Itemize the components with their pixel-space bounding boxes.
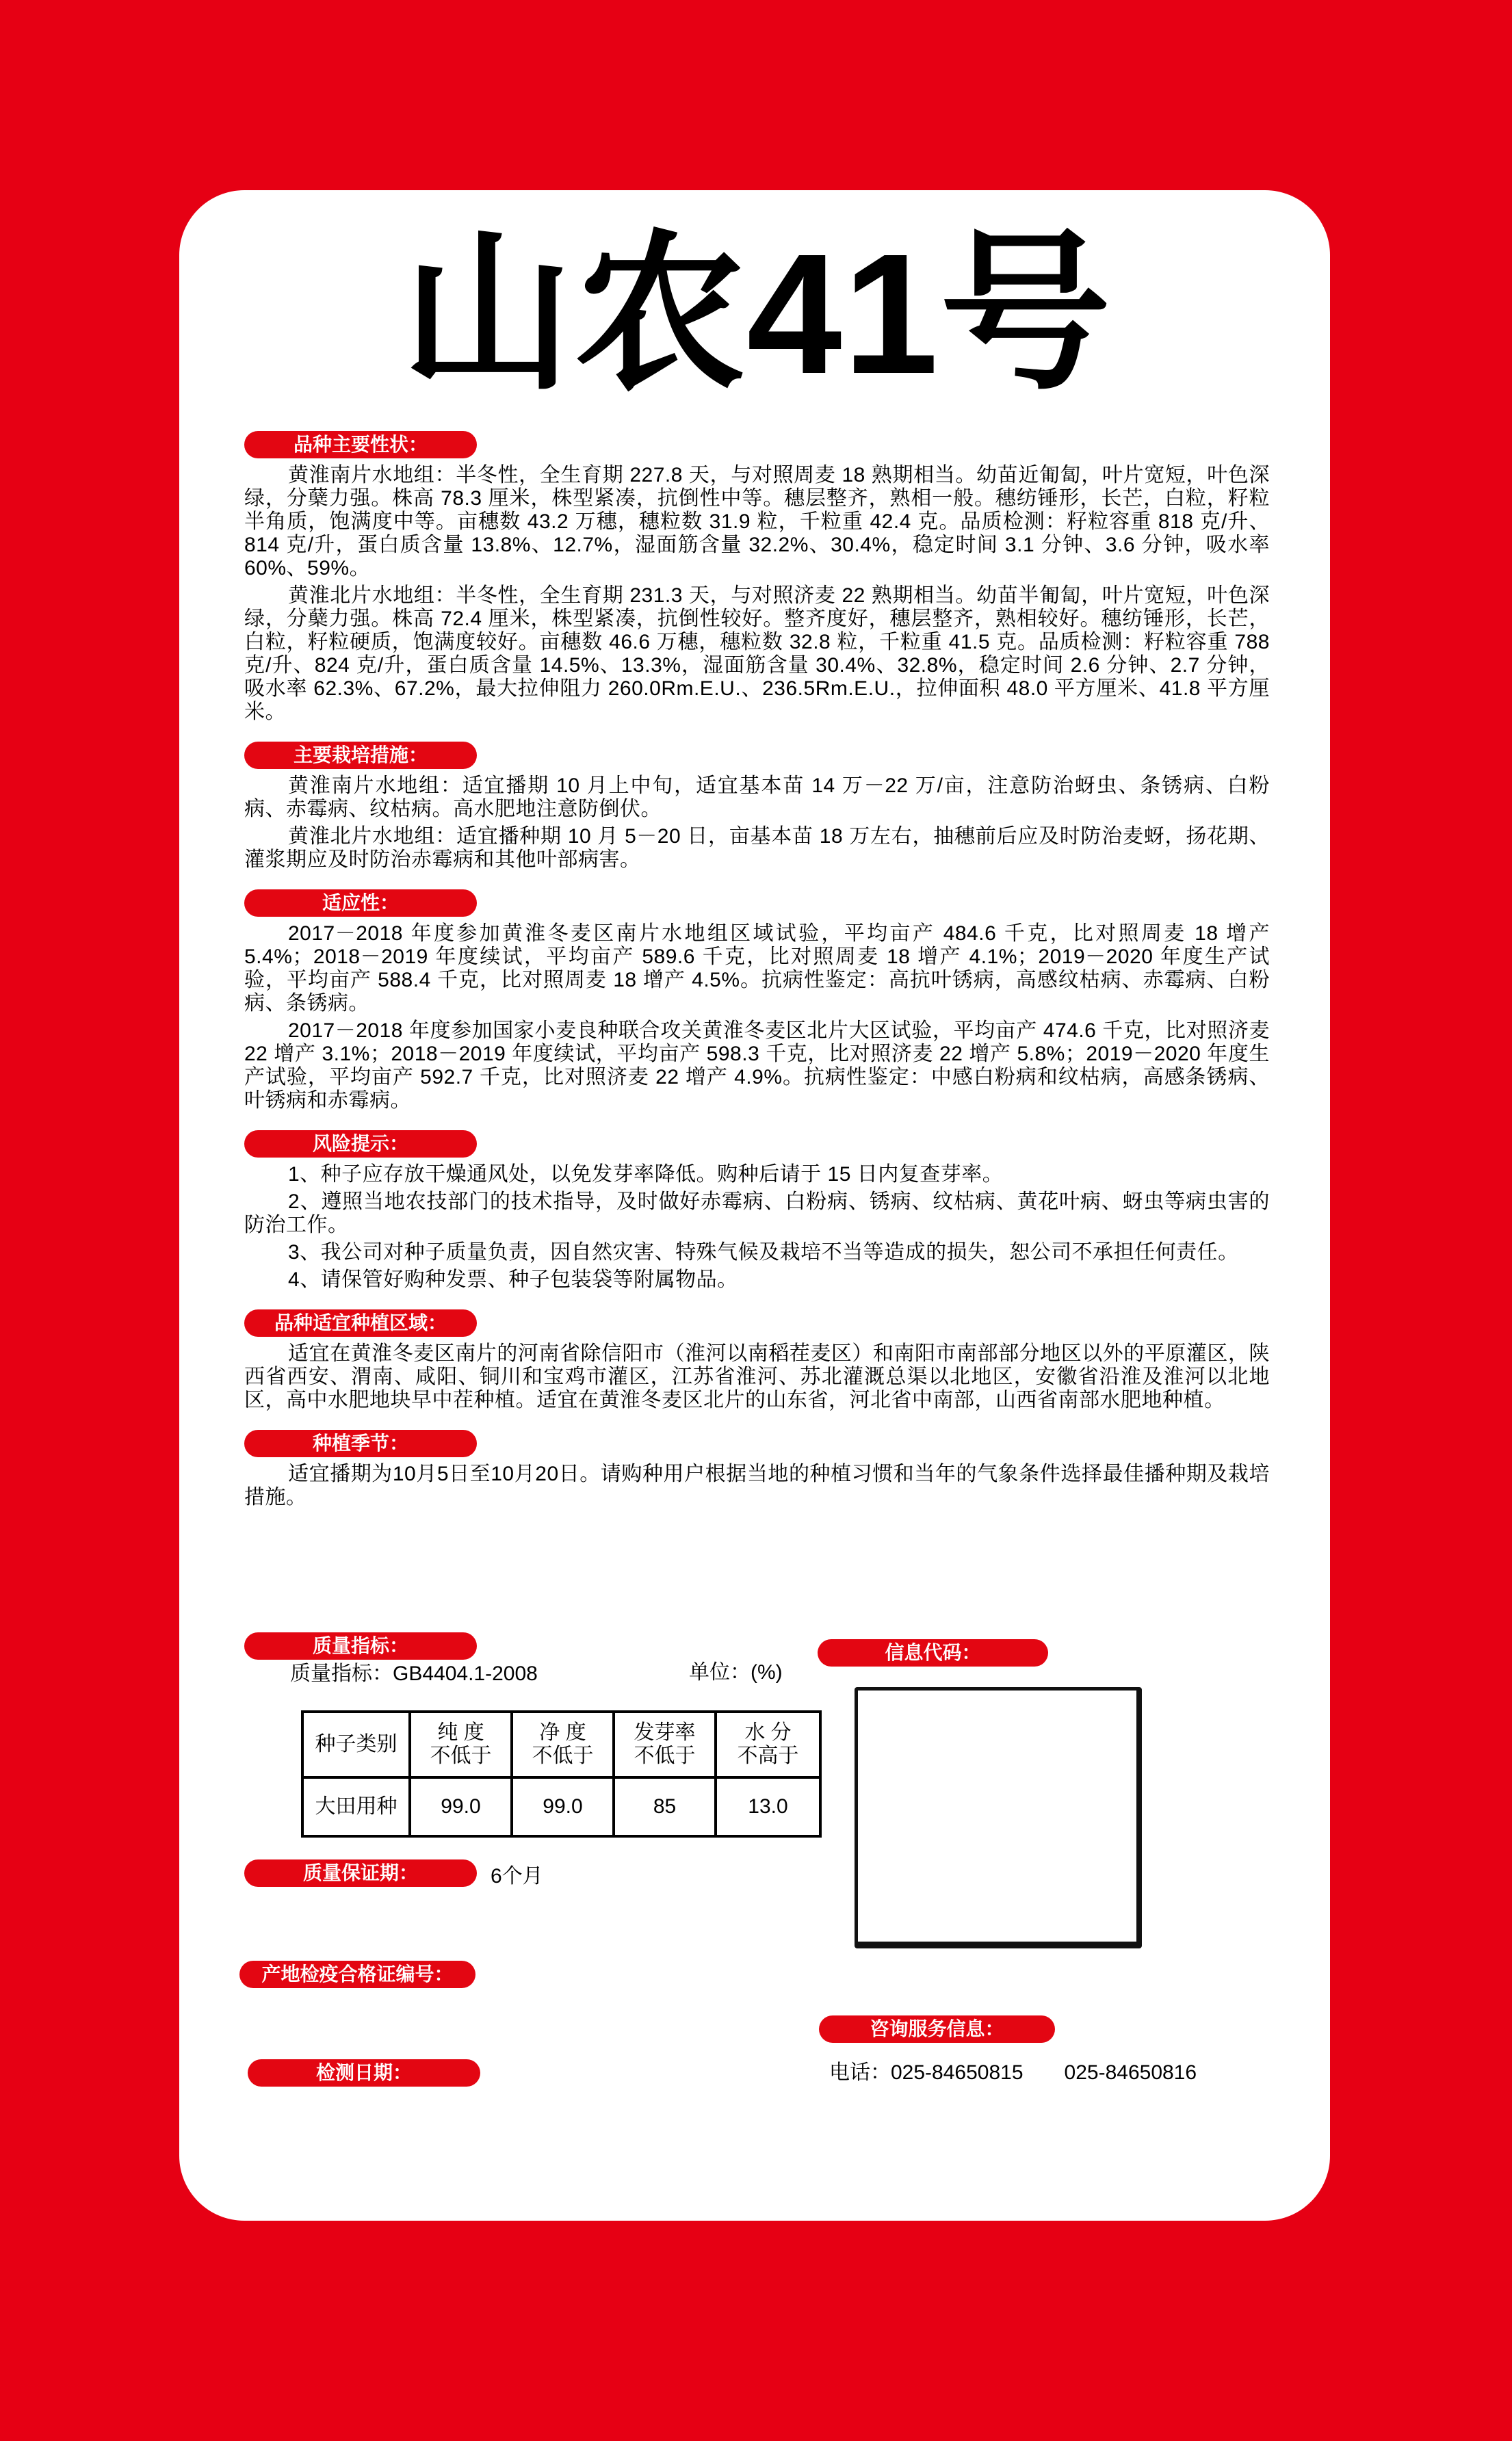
section-quarantine-badge: 产地检疫合格证编号：	[239, 1961, 475, 1988]
quality-standard-text: 质量指标：GB4404.1-2008	[290, 1662, 538, 1685]
section-traits	[244, 431, 1270, 724]
quality-unit-note: 单位：(%)	[689, 1661, 783, 1684]
col-header-line: 不低于	[430, 1745, 492, 1767]
label-card	[179, 190, 1330, 2221]
col-header-seed-category: 种子类别	[302, 1712, 410, 1777]
col-header-cleanliness	[512, 1712, 614, 1777]
adaptability-paragraph: 2017－2018 年度参加黄淮冬麦区南片水地组区域试验，平均亩产 484.6 千克，比对照周麦 18 增产 5.4%；2018－2019 年度续试，平均亩产 589.6 千克，比对照周麦 18 增产 4.1%；2019－2020 年度生产试验，平均亩产 588.4 千克，比对照周麦 18 增产 4.5%。抗病性鉴定：高抗叶锈病，高感纹枯病、赤霉病、白粉病、条锈病。	[244, 922, 1270, 1015]
risk-item: 2、遵照当地农技部门的技术指导，及时做好赤霉病、白粉病、锈病、纹枯病、黄花叶病、蚜虫等病虫害的防治工作。	[244, 1190, 1270, 1236]
product-title: 山农41号	[402, 218, 1112, 409]
section-warranty-badge: 质量保证期：	[244, 1859, 477, 1887]
section-adaptability-badge: 适应性：	[244, 889, 477, 917]
col-header-purity	[410, 1712, 512, 1777]
section-test-date-badge: 检测日期：	[248, 2059, 480, 2087]
section-regions-badge: 品种适宜种植区域：	[244, 1309, 477, 1337]
col-header-line: 不低于	[634, 1745, 696, 1767]
section-info-code-badge: 信息代码：	[818, 1639, 1048, 1667]
risk-item: 4、请保管好购种发票、种子包装袋等附属物品。	[288, 1268, 738, 1291]
purity-value: 99.0	[410, 1777, 512, 1836]
quality-table	[301, 1710, 822, 1838]
col-header-line: 纯 度	[437, 1721, 484, 1744]
section-cultivation	[244, 742, 1270, 872]
risk-item: 3、我公司对种子质量负责，因自然灾害、特殊气候及栽培不当等造成的损失，恕公司不承担任何责任。	[288, 1241, 1239, 1264]
traits-paragraph: 黄淮北片水地组：半冬性，全生育期 231.3 天，与对照济麦 22 熟期相当。幼苗半匍匐，叶片宽短，叶色深绿，分蘖力强。株高 72.4 厘米，株型紧凑，抗倒性较好。整齐度好，穗层整齐，熟相较好。穗纺锤形，长芒，白粒，籽粒硬质，饱满度较好。亩穗数 46.6 万穗，穗粒数 32.8 粒，千粒重 41.5 克。品质检测：籽粒容重 788 克/升、824 克/升，蛋白质含量 14.5%、13.3%，湿面筋含量 30.4%、32.8%，稳定时间 2.6 分钟、2.7 分钟，吸水率 62.3%、67.2%，最大拉伸阻力 260.0Rm.E.U.、236.5Rm.E.U.，拉伸面积 48.0 平方厘米、41.8 平方厘米。	[244, 584, 1270, 723]
col-header-line: 不低于	[532, 1745, 594, 1767]
section-season-badge: 种植季节：	[244, 1430, 477, 1457]
info-code-box	[855, 1687, 1142, 1948]
seed-category-value: 大田用种	[302, 1777, 410, 1836]
risk-item: 1、种子应存放干燥通风处，以免发芽率降低。购种后请于 15 日内复查芽率。	[288, 1163, 1004, 1186]
col-header-line: 发芽率	[634, 1721, 696, 1744]
quality-table-header-row	[302, 1712, 820, 1777]
cultivation-paragraph: 黄淮南片水地组：适宜播期 10 月上中旬，适宜基本苗 14 万－22 万/亩，注意防治蚜虫、条锈病、白粉病、赤霉病、纹枯病。高水肥地注意防倒伏。	[244, 774, 1270, 820]
col-header-line: 净 度	[539, 1721, 586, 1744]
section-consult-badge: 咨询服务信息：	[819, 2015, 1055, 2043]
section-regions	[244, 1309, 1270, 1412]
section-risk	[244, 1130, 1270, 1292]
section-risk-badge: 风险提示：	[244, 1130, 477, 1158]
col-header-germination	[614, 1712, 716, 1777]
section-cultivation-badge: 主要栽培措施：	[244, 742, 477, 769]
col-header-line: 不高于	[737, 1745, 799, 1767]
phone-line	[829, 2061, 1197, 2085]
warranty-value: 6个月	[491, 1865, 543, 1888]
season-paragraph: 适宜播期为10月5日至10月20日。请购种用户根据当地的种植习惯和当年的气象条件选择最佳播种期及栽培措施。	[244, 1463, 1270, 1509]
col-header-line: 水 分	[744, 1721, 792, 1744]
phone-number-2: 025-84650816	[1064, 2061, 1197, 2084]
traits-paragraph: 黄淮南片水地组：半冬性，全生育期 227.8 天，与对照周麦 18 熟期相当。幼苗近匍匐，叶片宽短，叶色深绿，分蘖力强。株高 78.3 厘米，株型紧凑，抗倒性中等。穗层整齐，熟相一般。穗纺锤形，长芒，白粒，籽粒半角质，饱满度中等。亩穗数 43.2 万穗，穗粒数 31.9 粒，千粒重 42.4 克。品质检测：籽粒容重 818 克/升、814 克/升，蛋白质含量 13.8%、12.7%，湿面筋含量 32.2%、30.4%，稳定时间 3.1 分钟、3.6 分钟，吸水率 60%、59%。	[244, 464, 1270, 579]
section-season	[244, 1430, 1270, 1509]
cleanliness-value: 99.0	[512, 1777, 614, 1836]
col-header-moisture	[716, 1712, 820, 1777]
section-adaptability	[244, 889, 1270, 1112]
germination-value: 85	[614, 1777, 716, 1836]
regions-paragraph: 适宜在黄淮冬麦区南片的河南省除信阳市（淮河以南稻茬麦区）和南阳市南部部分地区以外的平原灌区，陕西省西安、渭南、咸阳、铜川和宝鸡市灌区，江苏省淮河、苏北灌溉总渠以北地区，安徽省沿淮及淮河以北地区，高中水肥地块早中茬种植。适宜在黄淮冬麦区北片的山东省，河北省中南部，山西省南部水肥地种植。	[244, 1342, 1270, 1411]
section-quality-badge: 质量指标：	[244, 1632, 477, 1660]
moisture-value: 13.0	[716, 1777, 820, 1836]
phone-number-1: 025-84650815	[891, 2061, 1024, 2084]
quality-table-data-row	[302, 1777, 820, 1836]
cultivation-paragraph: 黄淮北片水地组：适宜播种期 10 月 5－20 日，亩基本苗 18 万左右，抽穗前后应及时防治麦蚜，扬花期、灌浆期应及时防治赤霉病和其他叶部病害。	[244, 825, 1270, 871]
phone-label: 电话：	[829, 2061, 891, 2084]
label-main-content	[244, 190, 1270, 1627]
adaptability-paragraph: 2017－2018 年度参加国家小麦良种联合攻关黄淮冬麦区北片大区试验，平均亩产 474.6 千克，比对照济麦 22 增产 3.1%；2018－2019 年度续试，平均亩产 598.3 千克，比对照济麦 22 增产 5.8%；2019－2020 年度生产试验，平均亩产 592.7 千克，比对照济麦 22 增产 4.9%。抗病性鉴定：中感白粉病和纹枯病，高感条锈病、叶锈病和赤霉病。	[244, 1019, 1270, 1112]
section-traits-badge: 品种主要性状：	[244, 431, 477, 458]
